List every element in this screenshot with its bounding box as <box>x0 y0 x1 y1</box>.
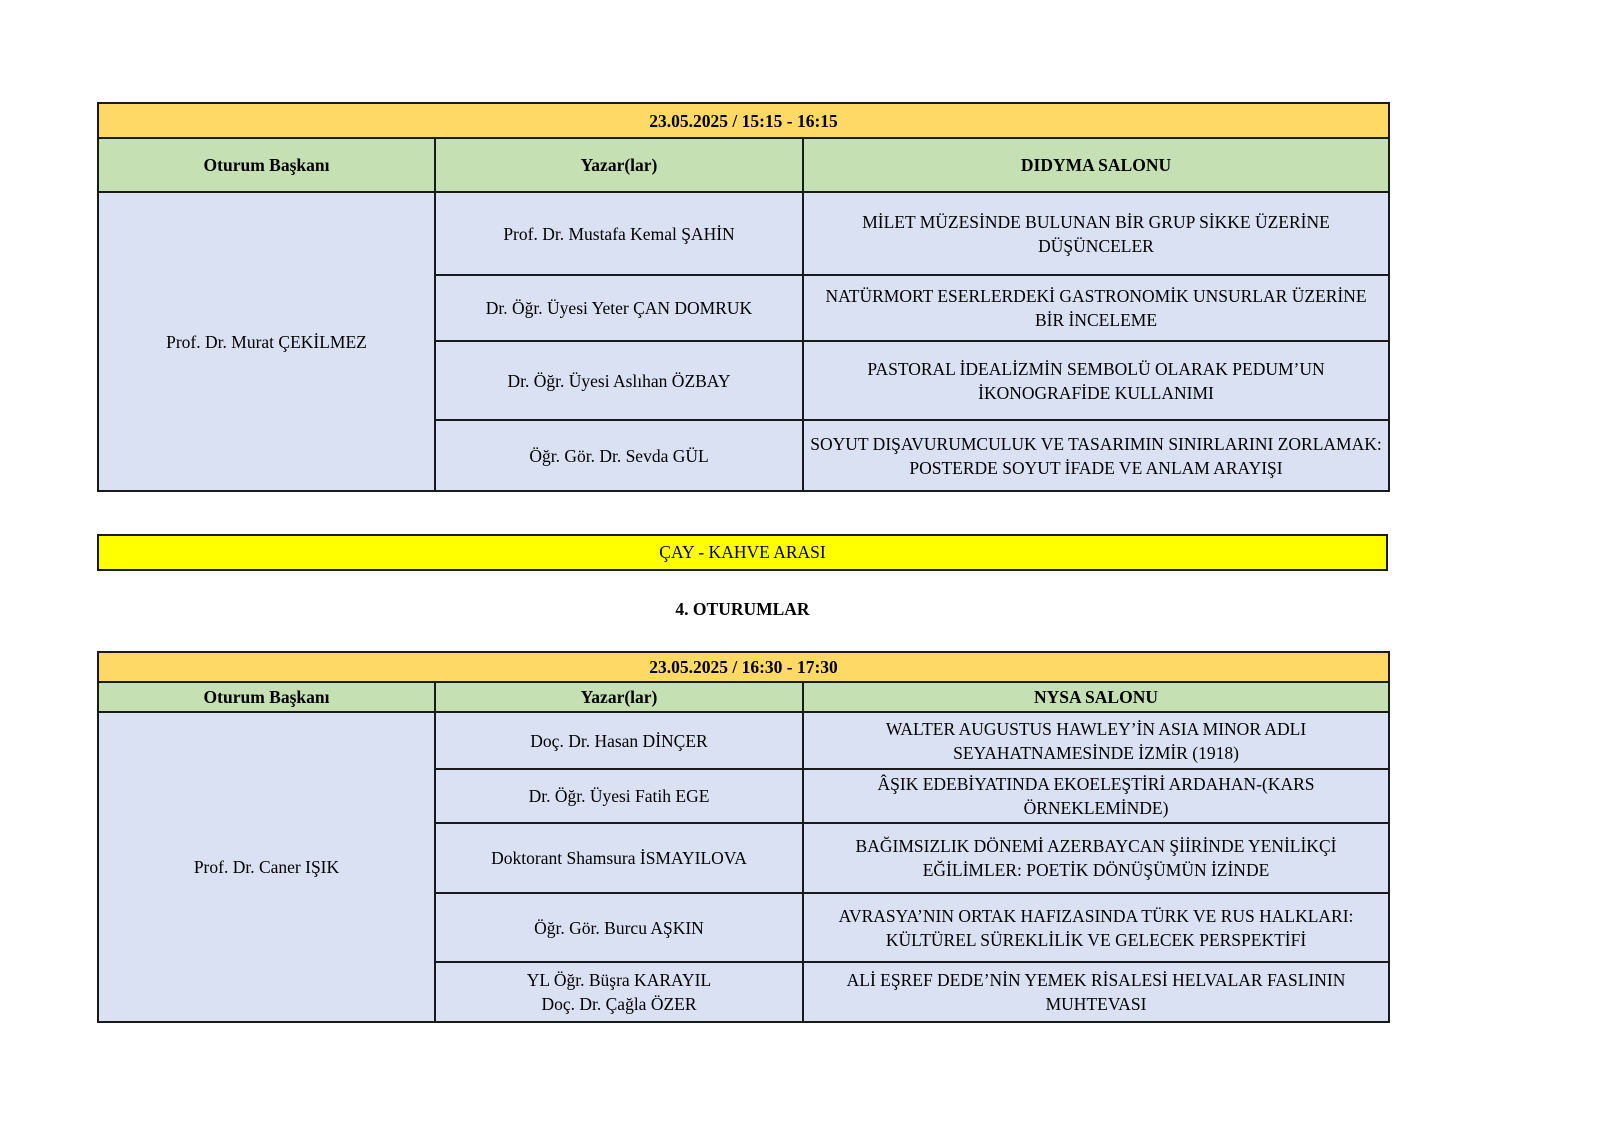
column-header-authors: Yazar(lar) <box>435 138 803 192</box>
author-cell <box>435 962 803 1022</box>
paper-title-cell: ÂŞIK EDEBİYATINDA EKOELEŞTİRİ ARDAHAN-(KARS ÖRNEKLEMİNDE) <box>803 769 1389 823</box>
coffee-break-bar: ÇAY - KAHVE ARASI <box>97 534 1388 571</box>
paper-title-cell: MİLET MÜZESİNDE BULUNAN BİR GRUP SİKKE ÜZERİNE DÜŞÜNCELER <box>803 192 1389 275</box>
table-row <box>98 192 1389 275</box>
author-cell: Prof. Dr. Mustafa Kemal ŞAHİN <box>435 192 803 275</box>
author-cell: Dr. Öğr. Üyesi Yeter ÇAN DOMRUK <box>435 275 803 341</box>
author-name-second: Doç. Dr. Çağla ÖZER <box>541 994 697 1014</box>
session-date-time: 23.05.2025 / 16:30 - 17:30 <box>98 652 1389 682</box>
session-table-didyma <box>97 102 1390 492</box>
session-date-time: 23.05.2025 / 15:15 - 16:15 <box>98 103 1389 138</box>
paper-title-cell: SOYUT DIŞAVURUMCULUK VE TASARIMIN SINIRLARINI ZORLAMAK: POSTERDE SOYUT İFADE VE ANLAM ARAYIŞI <box>803 420 1389 491</box>
session-table-nysa <box>97 651 1390 1023</box>
session-date-row <box>98 652 1389 682</box>
table-row <box>98 712 1389 769</box>
session-chair: Prof. Dr. Caner IŞIK <box>98 712 435 1022</box>
column-header-chair: Oturum Başkanı <box>98 682 435 712</box>
column-header-chair: Oturum Başkanı <box>98 138 435 192</box>
table-header-row <box>98 138 1389 192</box>
paper-title-cell: PASTORAL İDEALİZMİN SEMBOLÜ OLARAK PEDUM’UN İKONOGRAFİDE KULLANIMI <box>803 341 1389 420</box>
session-chair: Prof. Dr. Murat ÇEKİLMEZ <box>98 192 435 491</box>
paper-title-cell: BAĞIMSIZLIK DÖNEMİ AZERBAYCAN ŞİİRİNDE YENİLİKÇİ EĞİLİMLER: POETİK DÖNÜŞÜMÜN İZİNDE <box>803 823 1389 893</box>
author-cell: Doktorant Shamsura İSMAYILOVA <box>435 823 803 893</box>
paper-title-cell: WALTER AUGUSTUS HAWLEY’İN ASIA MINOR ADLI SEYAHATNAMESİNDE İZMİR (1918) <box>803 712 1389 769</box>
column-header-authors: Yazar(lar) <box>435 682 803 712</box>
table-header-row <box>98 682 1389 712</box>
author-cell: Öğr. Gör. Burcu AŞKIN <box>435 893 803 962</box>
paper-title-cell: AVRASYA’NIN ORTAK HAFIZASINDA TÜRK VE RUS HALKLARI: KÜLTÜREL SÜREKLİLİK VE GELECEK PERSPEKTİFİ <box>803 893 1389 962</box>
section-title: 4. OTURUMLAR <box>675 599 810 619</box>
column-header-hall: DIDYMA SALONU <box>803 138 1389 192</box>
author-cell: Dr. Öğr. Üyesi Aslıhan ÖZBAY <box>435 341 803 420</box>
author-cell: Doç. Dr. Hasan DİNÇER <box>435 712 803 769</box>
session-date-row <box>98 103 1389 138</box>
column-header-hall: NYSA SALONU <box>803 682 1389 712</box>
author-cell: Dr. Öğr. Üyesi Fatih EGE <box>435 769 803 823</box>
paper-title-cell: ALİ EŞREF DEDE’NİN YEMEK RİSALESİ HELVALAR FASLININ MUHTEVASI <box>803 962 1389 1022</box>
paper-title-cell: NATÜRMORT ESERLERDEKİ GASTRONOMİK UNSURLAR ÜZERİNE BİR İNCELEME <box>803 275 1389 341</box>
author-name-first: YL Öğr. Büşra KARAYIL <box>526 970 712 990</box>
author-cell: Öğr. Gör. Dr. Sevda GÜL <box>435 420 803 491</box>
